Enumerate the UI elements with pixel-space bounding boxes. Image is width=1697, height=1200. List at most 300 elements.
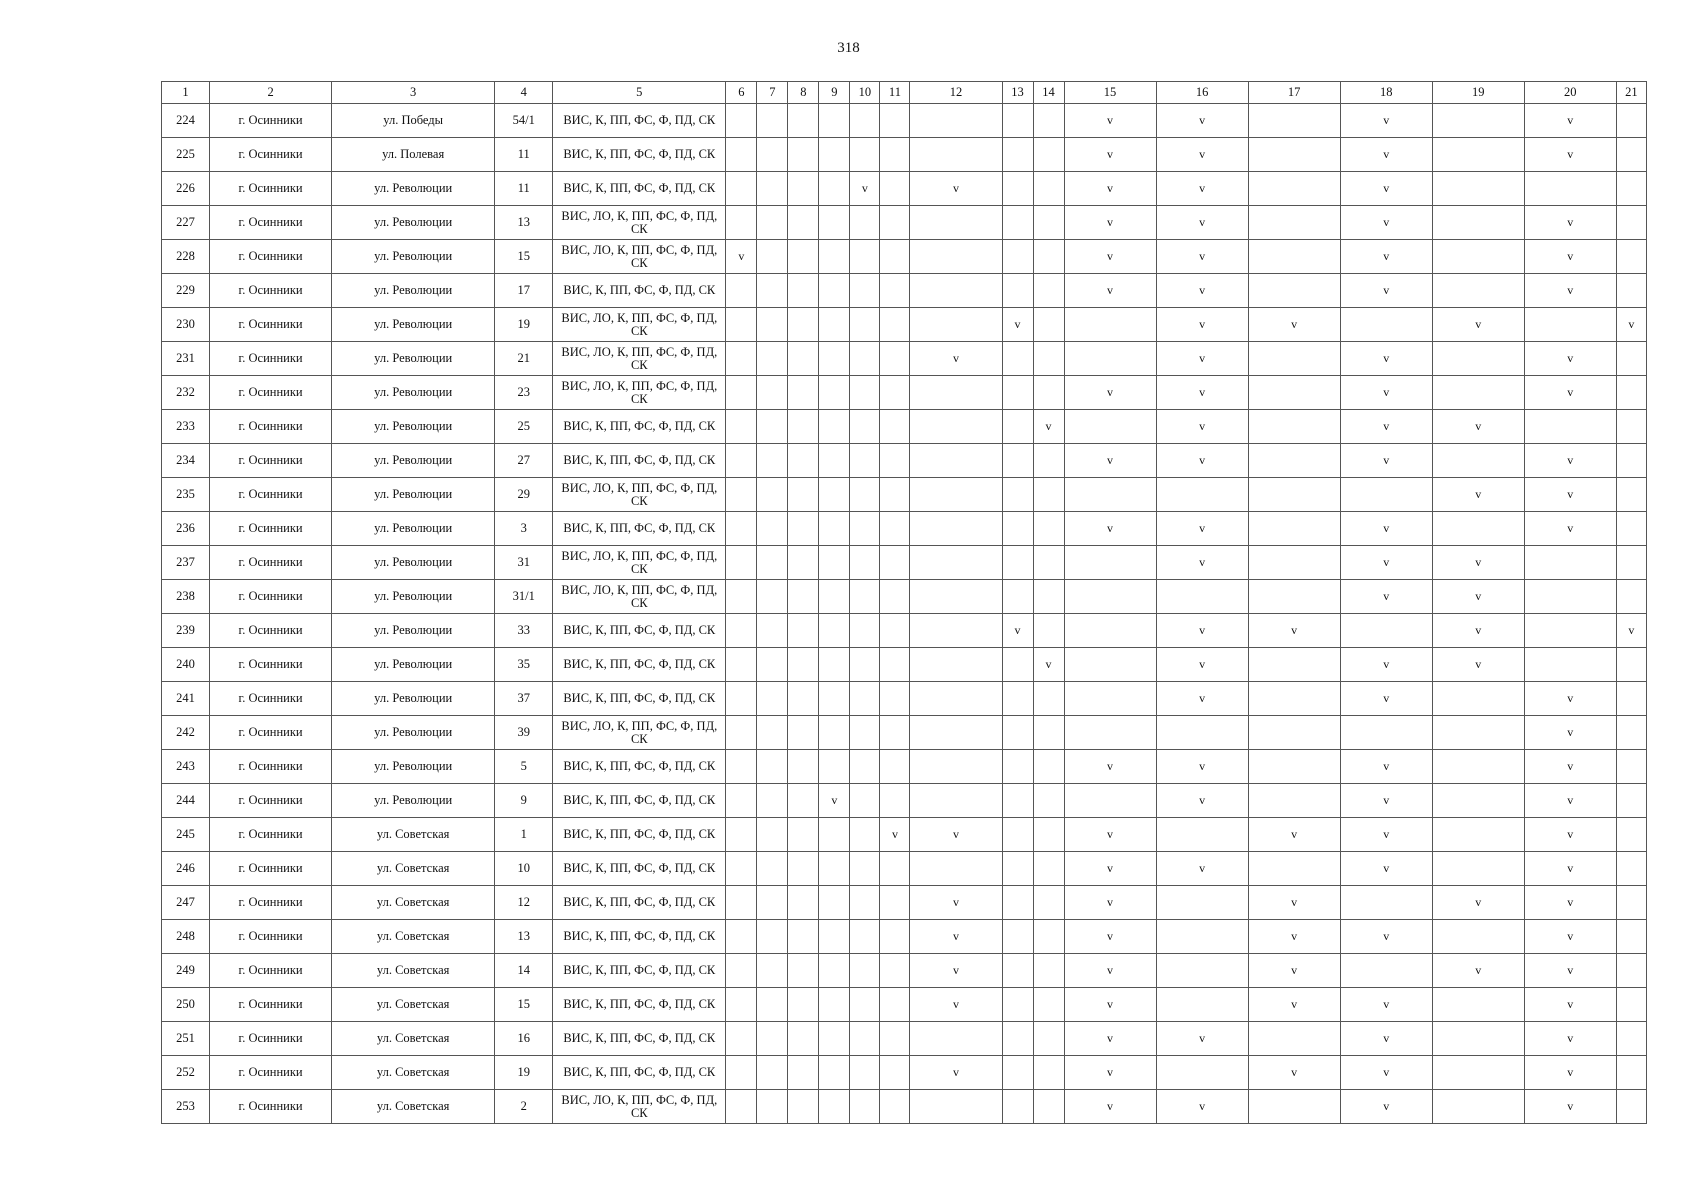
table-row (162, 920, 1647, 954)
mark-cell-col-15: v (1064, 512, 1156, 546)
mark-cell-col-17 (1248, 172, 1340, 206)
mark-cell-col-20: v (1524, 274, 1616, 308)
mark-cell-col-20 (1524, 614, 1616, 648)
mark-cell-col-12 (910, 1022, 1002, 1056)
mark-cell-col-16 (1156, 954, 1248, 988)
mark-cell-col-21 (1616, 1056, 1646, 1090)
mark-cell-col-16: v (1156, 1022, 1248, 1056)
mark-cell-col-14 (1033, 546, 1064, 580)
header-row (162, 82, 1647, 104)
mark-cell-col-14 (1033, 1022, 1064, 1056)
mark-cell-col-6: v (726, 240, 757, 274)
table-row (162, 410, 1647, 444)
street-cell: ул. Революции (332, 478, 495, 512)
mark-cell-col-17 (1248, 104, 1340, 138)
table-row (162, 988, 1647, 1022)
table-body (162, 104, 1647, 1124)
mark-cell-col-16 (1156, 920, 1248, 954)
mark-cell-col-16 (1156, 580, 1248, 614)
mark-cell-col-11 (880, 342, 910, 376)
mark-cell-col-20: v (1524, 1056, 1616, 1090)
mark-cell-col-13 (1002, 512, 1033, 546)
mark-cell-col-6 (726, 410, 757, 444)
mark-cell-col-16: v (1156, 750, 1248, 784)
mark-cell-col-12: v (910, 954, 1002, 988)
mark-cell-col-13: v (1002, 614, 1033, 648)
mark-cell-col-7 (757, 988, 788, 1022)
mark-cell-col-20: v (1524, 138, 1616, 172)
column-header-1: 1 (162, 82, 210, 104)
mark-cell-col-16: v (1156, 852, 1248, 886)
house-cell: 3 (495, 512, 553, 546)
mark-cell-col-19 (1432, 988, 1524, 1022)
row-number: 253 (162, 1090, 210, 1124)
mark-cell-col-10 (850, 682, 880, 716)
house-cell: 16 (495, 1022, 553, 1056)
codes-cell: ВИС, ЛО, К, ПП, ФС, Ф, ПД, СК (553, 342, 726, 376)
mark-cell-col-16: v (1156, 308, 1248, 342)
row-number: 224 (162, 104, 210, 138)
town-cell: г. Осинники (210, 1056, 332, 1090)
mark-cell-col-16: v (1156, 648, 1248, 682)
mark-cell-col-11 (880, 240, 910, 274)
table-row (162, 478, 1647, 512)
mark-cell-col-6 (726, 1090, 757, 1124)
mark-cell-col-18 (1340, 308, 1432, 342)
mark-cell-col-16: v (1156, 206, 1248, 240)
mark-cell-col-10 (850, 716, 880, 750)
mark-cell-col-6 (726, 104, 757, 138)
house-cell: 27 (495, 444, 553, 478)
mark-cell-col-12 (910, 104, 1002, 138)
mark-cell-col-7 (757, 308, 788, 342)
town-cell: г. Осинники (210, 920, 332, 954)
mark-cell-col-7 (757, 546, 788, 580)
mark-cell-col-14 (1033, 1056, 1064, 1090)
mark-cell-col-6 (726, 478, 757, 512)
mark-cell-col-16: v (1156, 274, 1248, 308)
mark-cell-col-9 (819, 104, 850, 138)
mark-cell-col-10 (850, 104, 880, 138)
codes-cell: ВИС, К, ПП, ФС, Ф, ПД, СК (553, 614, 726, 648)
mark-cell-col-13 (1002, 546, 1033, 580)
mark-cell-col-14 (1033, 716, 1064, 750)
mark-cell-col-12 (910, 614, 1002, 648)
town-cell: г. Осинники (210, 1022, 332, 1056)
mark-cell-col-21 (1616, 172, 1646, 206)
street-cell: ул. Советская (332, 988, 495, 1022)
mark-cell-col-11 (880, 648, 910, 682)
mark-cell-col-19 (1432, 376, 1524, 410)
row-number: 244 (162, 784, 210, 818)
mark-cell-col-18: v (1340, 1022, 1432, 1056)
mark-cell-col-12 (910, 784, 1002, 818)
table-row (162, 240, 1647, 274)
mark-cell-col-15: v (1064, 818, 1156, 852)
mark-cell-col-8 (788, 954, 819, 988)
mark-cell-col-9 (819, 172, 850, 206)
mark-cell-col-9 (819, 1090, 850, 1124)
mark-cell-col-16: v (1156, 444, 1248, 478)
mark-cell-col-6 (726, 546, 757, 580)
mark-cell-col-19 (1432, 750, 1524, 784)
mark-cell-col-10 (850, 750, 880, 784)
mark-cell-col-6 (726, 274, 757, 308)
mark-cell-col-9 (819, 138, 850, 172)
mark-cell-col-11 (880, 172, 910, 206)
codes-cell: ВИС, К, ПП, ФС, Ф, ПД, СК (553, 1056, 726, 1090)
town-cell: г. Осинники (210, 614, 332, 648)
mark-cell-col-7 (757, 920, 788, 954)
mark-cell-col-13 (1002, 682, 1033, 716)
mark-cell-col-18: v (1340, 648, 1432, 682)
mark-cell-col-15 (1064, 614, 1156, 648)
row-number: 233 (162, 410, 210, 444)
mark-cell-col-12 (910, 512, 1002, 546)
column-header-16: 16 (1156, 82, 1248, 104)
mark-cell-col-8 (788, 818, 819, 852)
mark-cell-col-9 (819, 240, 850, 274)
mark-cell-col-16: v (1156, 410, 1248, 444)
mark-cell-col-14 (1033, 886, 1064, 920)
mark-cell-col-20: v (1524, 716, 1616, 750)
mark-cell-col-10 (850, 954, 880, 988)
mark-cell-col-13 (1002, 818, 1033, 852)
street-cell: ул. Революции (332, 546, 495, 580)
table-row (162, 852, 1647, 886)
mark-cell-col-15 (1064, 716, 1156, 750)
town-cell: г. Осинники (210, 886, 332, 920)
mark-cell-col-19 (1432, 512, 1524, 546)
mark-cell-col-20 (1524, 308, 1616, 342)
table-row (162, 308, 1647, 342)
mark-cell-col-19 (1432, 784, 1524, 818)
mark-cell-col-12 (910, 206, 1002, 240)
mark-cell-col-17 (1248, 852, 1340, 886)
street-cell: ул. Советская (332, 920, 495, 954)
row-number: 251 (162, 1022, 210, 1056)
mark-cell-col-9 (819, 716, 850, 750)
mark-cell-col-8 (788, 512, 819, 546)
mark-cell-col-19 (1432, 274, 1524, 308)
street-cell: ул. Революции (332, 444, 495, 478)
mark-cell-col-18: v (1340, 342, 1432, 376)
mark-cell-col-6 (726, 954, 757, 988)
street-cell: ул. Революции (332, 240, 495, 274)
mark-cell-col-13 (1002, 478, 1033, 512)
mark-cell-col-11 (880, 886, 910, 920)
house-cell: 13 (495, 206, 553, 240)
mark-cell-col-13 (1002, 954, 1033, 988)
mark-cell-col-13 (1002, 580, 1033, 614)
street-cell: ул. Полевая (332, 138, 495, 172)
page-number: 318 (837, 40, 860, 56)
mark-cell-col-11 (880, 444, 910, 478)
mark-cell-col-19: v (1432, 580, 1524, 614)
mark-cell-col-9 (819, 886, 850, 920)
column-header-15: 15 (1064, 82, 1156, 104)
mark-cell-col-15 (1064, 580, 1156, 614)
column-header-7: 7 (757, 82, 788, 104)
mark-cell-col-13 (1002, 920, 1033, 954)
mark-cell-col-11 (880, 206, 910, 240)
mark-cell-col-13 (1002, 240, 1033, 274)
mark-cell-col-9 (819, 988, 850, 1022)
mark-cell-col-17: v (1248, 1056, 1340, 1090)
mark-cell-col-15 (1064, 478, 1156, 512)
town-cell: г. Осинники (210, 342, 332, 376)
mark-cell-col-10 (850, 852, 880, 886)
mark-cell-col-6 (726, 376, 757, 410)
column-header-2: 2 (210, 82, 332, 104)
house-cell: 13 (495, 920, 553, 954)
mark-cell-col-21 (1616, 1090, 1646, 1124)
table-row (162, 580, 1647, 614)
mark-cell-col-18 (1340, 954, 1432, 988)
mark-cell-col-19 (1432, 1056, 1524, 1090)
mark-cell-col-11 (880, 1056, 910, 1090)
street-cell: ул. Советская (332, 954, 495, 988)
mark-cell-col-17 (1248, 444, 1340, 478)
table-row (162, 1056, 1647, 1090)
codes-cell: ВИС, К, ПП, ФС, Ф, ПД, СК (553, 512, 726, 546)
street-cell: ул. Революции (332, 274, 495, 308)
town-cell: г. Осинники (210, 410, 332, 444)
mark-cell-col-11 (880, 546, 910, 580)
table-row (162, 1090, 1647, 1124)
mark-cell-col-16: v (1156, 138, 1248, 172)
mark-cell-col-20: v (1524, 240, 1616, 274)
street-cell: ул. Революции (332, 580, 495, 614)
town-cell: г. Осинники (210, 988, 332, 1022)
town-cell: г. Осинники (210, 274, 332, 308)
mark-cell-col-7 (757, 478, 788, 512)
street-cell: ул. Советская (332, 818, 495, 852)
town-cell: г. Осинники (210, 750, 332, 784)
column-header-11: 11 (880, 82, 910, 104)
mark-cell-col-14: v (1033, 648, 1064, 682)
mark-cell-col-17 (1248, 784, 1340, 818)
mark-cell-col-11 (880, 988, 910, 1022)
house-cell: 14 (495, 954, 553, 988)
mark-cell-col-16: v (1156, 512, 1248, 546)
mark-cell-col-18: v (1340, 206, 1432, 240)
mark-cell-col-11 (880, 410, 910, 444)
mark-cell-col-9 (819, 818, 850, 852)
mark-cell-col-21 (1616, 478, 1646, 512)
mark-cell-col-7 (757, 1022, 788, 1056)
mark-cell-col-12: v (910, 988, 1002, 1022)
row-number: 252 (162, 1056, 210, 1090)
mark-cell-col-20: v (1524, 444, 1616, 478)
mark-cell-col-21: v (1616, 614, 1646, 648)
mark-cell-col-10 (850, 818, 880, 852)
mark-cell-col-12 (910, 716, 1002, 750)
mark-cell-col-12: v (910, 172, 1002, 206)
house-cell: 35 (495, 648, 553, 682)
mark-cell-col-16: v (1156, 342, 1248, 376)
town-cell: г. Осинники (210, 682, 332, 716)
codes-cell: ВИС, К, ПП, ФС, Ф, ПД, СК (553, 920, 726, 954)
mark-cell-col-21 (1616, 512, 1646, 546)
mark-cell-col-10 (850, 1090, 880, 1124)
codes-cell: ВИС, ЛО, К, ПП, ФС, Ф, ПД, СК (553, 478, 726, 512)
mark-cell-col-13 (1002, 1090, 1033, 1124)
mark-cell-col-8 (788, 1056, 819, 1090)
row-number: 236 (162, 512, 210, 546)
row-number: 243 (162, 750, 210, 784)
street-cell: ул. Советская (332, 1090, 495, 1124)
mark-cell-col-11 (880, 138, 910, 172)
mark-cell-col-7 (757, 512, 788, 546)
codes-cell: ВИС, К, ПП, ФС, Ф, ПД, СК (553, 274, 726, 308)
mark-cell-col-20: v (1524, 784, 1616, 818)
table-row (162, 444, 1647, 478)
street-cell: ул. Революции (332, 648, 495, 682)
codes-cell: ВИС, К, ПП, ФС, Ф, ПД, СК (553, 852, 726, 886)
town-cell: г. Осинники (210, 648, 332, 682)
row-number: 225 (162, 138, 210, 172)
mark-cell-col-15 (1064, 648, 1156, 682)
mark-cell-col-20: v (1524, 342, 1616, 376)
column-header-13: 13 (1002, 82, 1033, 104)
mark-cell-col-21 (1616, 920, 1646, 954)
mark-cell-col-11 (880, 852, 910, 886)
mark-cell-col-9: v (819, 784, 850, 818)
mark-cell-col-10 (850, 784, 880, 818)
row-number: 240 (162, 648, 210, 682)
codes-cell: ВИС, ЛО, К, ПП, ФС, Ф, ПД, СК (553, 240, 726, 274)
mark-cell-col-13 (1002, 852, 1033, 886)
mark-cell-col-16: v (1156, 172, 1248, 206)
mark-cell-col-6 (726, 1056, 757, 1090)
mark-cell-col-14 (1033, 376, 1064, 410)
mark-cell-col-15: v (1064, 240, 1156, 274)
mark-cell-col-21 (1616, 852, 1646, 886)
house-cell: 1 (495, 818, 553, 852)
street-cell: ул. Революции (332, 376, 495, 410)
mark-cell-col-12 (910, 478, 1002, 512)
mark-cell-col-14 (1033, 444, 1064, 478)
codes-cell: ВИС, ЛО, К, ПП, ФС, Ф, ПД, СК (553, 580, 726, 614)
mark-cell-col-10 (850, 274, 880, 308)
mark-cell-col-11 (880, 376, 910, 410)
mark-cell-col-20: v (1524, 954, 1616, 988)
mark-cell-col-10 (850, 308, 880, 342)
mark-cell-col-14: v (1033, 410, 1064, 444)
mark-cell-col-17: v (1248, 614, 1340, 648)
town-cell: г. Осинники (210, 1090, 332, 1124)
mark-cell-col-11 (880, 274, 910, 308)
mark-cell-col-14 (1033, 920, 1064, 954)
mark-cell-col-14 (1033, 852, 1064, 886)
row-number: 230 (162, 308, 210, 342)
row-number: 241 (162, 682, 210, 716)
mark-cell-col-9 (819, 342, 850, 376)
row-number: 238 (162, 580, 210, 614)
town-cell: г. Осинники (210, 138, 332, 172)
mark-cell-col-19 (1432, 920, 1524, 954)
mark-cell-col-14 (1033, 206, 1064, 240)
table-row (162, 172, 1647, 206)
mark-cell-col-13 (1002, 376, 1033, 410)
mark-cell-col-16: v (1156, 546, 1248, 580)
house-cell: 17 (495, 274, 553, 308)
mark-cell-col-15: v (1064, 886, 1156, 920)
mark-cell-col-8 (788, 1022, 819, 1056)
mark-cell-col-21 (1616, 682, 1646, 716)
mark-cell-col-7 (757, 818, 788, 852)
mark-cell-col-12: v (910, 818, 1002, 852)
mark-cell-col-6 (726, 886, 757, 920)
codes-cell: ВИС, ЛО, К, ПП, ФС, Ф, ПД, СК (553, 1090, 726, 1124)
mark-cell-col-13 (1002, 1022, 1033, 1056)
mark-cell-col-10 (850, 444, 880, 478)
mark-cell-col-19: v (1432, 886, 1524, 920)
town-cell: г. Осинники (210, 104, 332, 138)
mark-cell-col-10 (850, 206, 880, 240)
table-row (162, 138, 1647, 172)
mark-cell-col-15: v (1064, 1090, 1156, 1124)
column-header-5: 5 (553, 82, 726, 104)
mark-cell-col-17 (1248, 750, 1340, 784)
street-cell: ул. Революции (332, 172, 495, 206)
mark-cell-col-18: v (1340, 138, 1432, 172)
codes-cell: ВИС, К, ПП, ФС, Ф, ПД, СК (553, 1022, 726, 1056)
column-header-6: 6 (726, 82, 757, 104)
codes-cell: ВИС, ЛО, К, ПП, ФС, Ф, ПД, СК (553, 546, 726, 580)
mark-cell-col-15: v (1064, 1022, 1156, 1056)
mark-cell-col-7 (757, 342, 788, 376)
mark-cell-col-7 (757, 784, 788, 818)
codes-cell: ВИС, К, ПП, ФС, Ф, ПД, СК (553, 818, 726, 852)
mark-cell-col-14 (1033, 512, 1064, 546)
mark-cell-col-17 (1248, 240, 1340, 274)
mark-cell-col-9 (819, 546, 850, 580)
codes-cell: ВИС, К, ПП, ФС, Ф, ПД, СК (553, 410, 726, 444)
row-number: 247 (162, 886, 210, 920)
house-cell: 10 (495, 852, 553, 886)
town-cell: г. Осинники (210, 444, 332, 478)
mark-cell-col-18: v (1340, 580, 1432, 614)
mark-cell-col-13 (1002, 716, 1033, 750)
mark-cell-col-18 (1340, 614, 1432, 648)
table-row (162, 784, 1647, 818)
mark-cell-col-20: v (1524, 512, 1616, 546)
mark-cell-col-16: v (1156, 1090, 1248, 1124)
mark-cell-col-16: v (1156, 240, 1248, 274)
mark-cell-col-13 (1002, 206, 1033, 240)
house-cell: 9 (495, 784, 553, 818)
mark-cell-col-11 (880, 478, 910, 512)
mark-cell-col-12 (910, 376, 1002, 410)
mark-cell-col-10: v (850, 172, 880, 206)
mark-cell-col-9 (819, 648, 850, 682)
mark-cell-col-6 (726, 988, 757, 1022)
mark-cell-col-11 (880, 784, 910, 818)
mark-cell-col-9 (819, 274, 850, 308)
mark-cell-col-14 (1033, 172, 1064, 206)
mark-cell-col-15: v (1064, 444, 1156, 478)
mark-cell-col-9 (819, 206, 850, 240)
mark-cell-col-10 (850, 342, 880, 376)
column-header-4: 4 (495, 82, 553, 104)
mark-cell-col-8 (788, 104, 819, 138)
mark-cell-col-7 (757, 444, 788, 478)
mark-cell-col-15: v (1064, 920, 1156, 954)
mark-cell-col-10 (850, 240, 880, 274)
town-cell: г. Осинники (210, 376, 332, 410)
